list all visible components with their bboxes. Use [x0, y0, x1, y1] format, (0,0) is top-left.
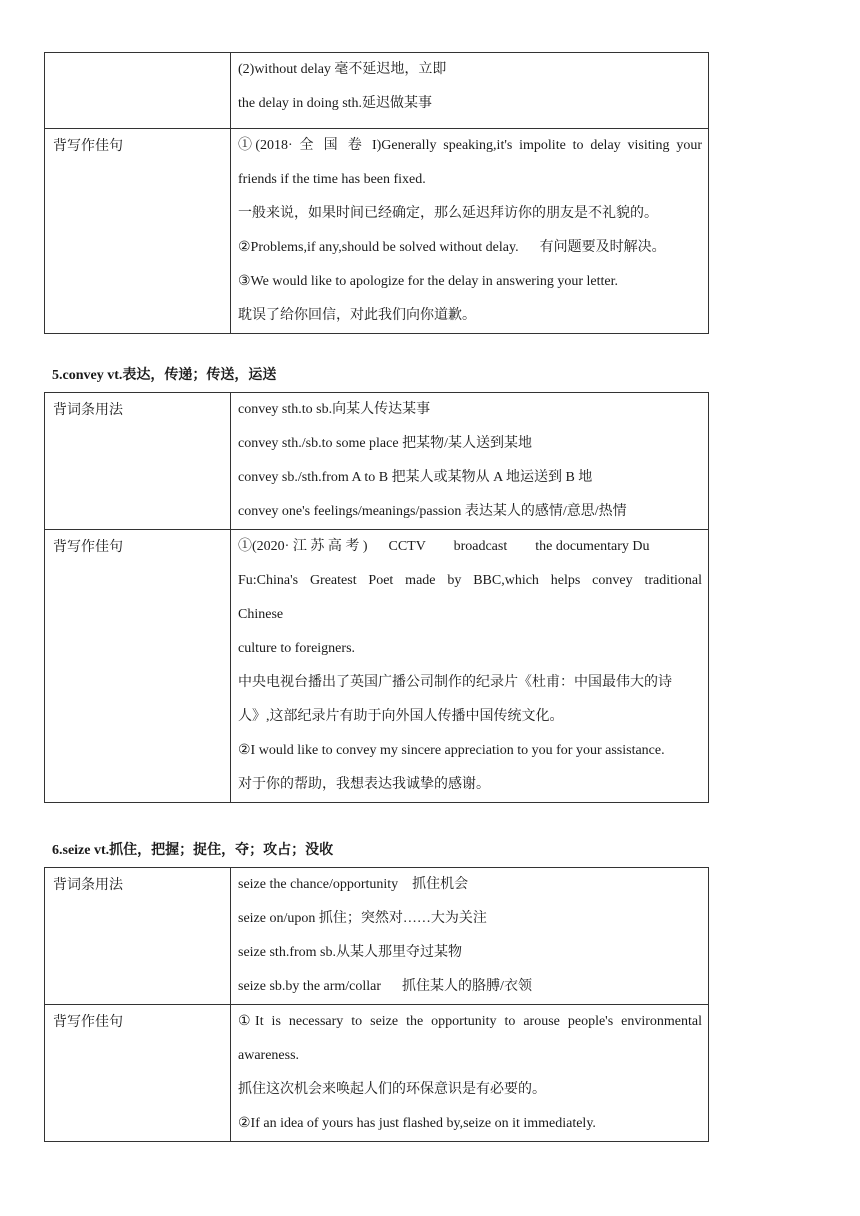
table-row	[45, 1005, 709, 1142]
row-label: 背词条用法	[45, 868, 231, 1005]
example-sentence: Fu:China's Greatest Poet made by BBC,which helps convey traditional	[238, 573, 702, 588]
example-translation: 人》,这部纪录片有助于向外国人传播中国传统文化。	[238, 709, 564, 724]
row-label: 背写作佳句	[45, 1005, 231, 1142]
table-row	[45, 393, 709, 530]
example-sentence: awareness.	[238, 1048, 300, 1063]
example-sentence: ②Problems,if any,should be solved without delay. 有问题要及时解决。	[238, 240, 666, 255]
usage-line: seize sb.by the arm/collar 抓住某人的胳膊/衣领	[238, 979, 532, 994]
table-row	[45, 129, 709, 334]
convey-table	[44, 392, 709, 803]
example-translation: 一般来说，如果时间已经确定，那么延迟拜访你的朋友是不礼貌的。	[238, 206, 658, 221]
row-label: 背写作佳句	[45, 530, 231, 803]
table-row	[45, 868, 709, 1005]
section-heading: 5.convey vt.表达，传递；传送，运送	[52, 368, 277, 383]
usage-line: (2)without delay 毫不延迟地，立即	[238, 62, 447, 77]
row-label: 背写作佳句	[45, 129, 231, 334]
section-heading: 6.seize vt.抓住，把握；捉住，夺；攻占；没收	[52, 843, 334, 858]
example-translation: 对于你的帮助，我想表达我诚挚的感谢。	[238, 777, 490, 792]
example-sentence: ①It is necessary to seize the opportunity to arouse people's environmental	[238, 1014, 702, 1029]
example-sentence: ②I would like to convey my sincere appreciation to you for your assistance.	[238, 743, 665, 758]
example-translation: 耽误了给你回信，对此我们向你道歉。	[238, 308, 476, 323]
usage-line: convey one's feelings/meanings/passion 表达某人的感情/意思/热情	[238, 504, 627, 519]
example-sentence: Chinese	[238, 607, 284, 622]
example-sentence: ③We would like to apologize for the delay in answering your letter.	[238, 274, 618, 289]
row-content	[231, 393, 709, 530]
row-content	[231, 1005, 709, 1142]
usage-line: seize on/upon 抓住；突然对……大为关注	[238, 911, 487, 926]
row-content	[231, 53, 709, 129]
example-translation: 抓住这次机会来唤起人们的环保意识是有必要的。	[238, 1082, 546, 1097]
example-sentence: ①(2018· 全 国 卷 I)Generally speaking,it's impolite to delay visiting your	[238, 138, 702, 153]
usage-line: seize sth.from sb.从某人那里夺过某物	[238, 945, 462, 960]
row-content	[231, 868, 709, 1005]
row-label	[45, 53, 231, 129]
usage-line: seize the chance/opportunity 抓住机会	[238, 877, 469, 892]
usage-line: the delay in doing sth.延迟做某事	[238, 96, 433, 111]
example-sentence: culture to foreigners.	[238, 641, 356, 656]
example-sentence: friends if the time has been fixed.	[238, 172, 426, 187]
table-row	[45, 53, 709, 129]
row-content	[231, 129, 709, 334]
example-sentence: ②If an idea of yours has just flashed by,seize on it immediately.	[238, 1116, 596, 1131]
seize-table	[44, 867, 709, 1142]
table-row	[45, 530, 709, 803]
usage-line: convey sb./sth.from A to B 把某人或某物从 A 地运送到 B 地	[238, 470, 593, 485]
example-sentence: ①(2020· 江 苏 高 考 ) CCTV broadcast the documentary Du	[238, 539, 650, 554]
delay-table	[44, 52, 709, 334]
row-label: 背词条用法	[45, 393, 231, 530]
usage-line: convey sth./sb.to some place 把某物/某人送到某地	[238, 436, 532, 451]
example-translation: 中央电视台播出了英国广播公司制作的纪录片《杜甫：中国最伟大的诗	[238, 675, 672, 690]
usage-line: convey sth.to sb.向某人传达某事	[238, 402, 431, 417]
row-content	[231, 530, 709, 803]
